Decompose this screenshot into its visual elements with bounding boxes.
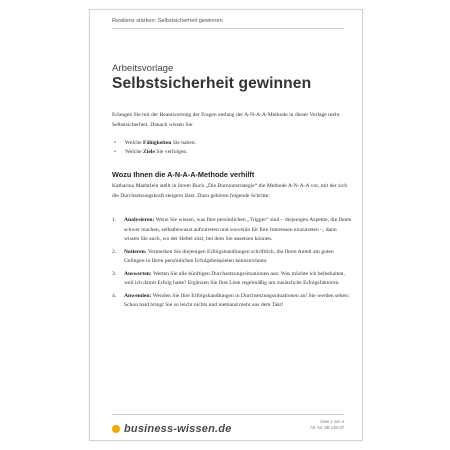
step-number: 2. <box>112 248 117 255</box>
step-text: Wenden Sie Ihre Erfolgshandlungen in Durchsetzungssituationen an! Sie werden sehen: Schon bald bringt Sie so leicht nichts und niemand mehr aus dem Takt! <box>124 292 350 308</box>
list-item <box>112 139 352 148</box>
list-item <box>112 270 352 289</box>
step-label: Notieren: <box>124 248 147 255</box>
bullet-text-pre: Welche <box>125 140 144 146</box>
running-header: Resilienz stärken: Selbstsicherheit gewinnen <box>112 18 223 24</box>
list-item <box>112 292 352 311</box>
bullet-text-post: Sie haben. <box>171 140 197 146</box>
intro-paragraph: Erlangen Sie mit der Beantwortung der Fragen entlang der A-N-A-A-Methode in dieser Vorlage mehr Selbstsicherheit. Danach wissen Sie <box>112 112 340 128</box>
steps-list <box>112 216 352 314</box>
bullet-icon: • <box>114 140 116 146</box>
bullet-text-bold: Fähigkeiten <box>143 140 172 146</box>
document-page <box>89 9 363 441</box>
step-number: 4. <box>112 292 117 299</box>
footer-meta <box>310 419 344 431</box>
bullet-text-bold: Ziele <box>143 149 155 156</box>
step-label: Analysieren: <box>124 217 155 223</box>
step-text: Wenn Sie wissen, was Ihre persönlichen „Trigger“ sind – diejenigen Aspekte, die Ihnen schwer machen, selbstbewusst aufzutreten und souverän für Ihre Interessen einzutreten –, dann wissen Sie auch, wo der Hebel sitzt, bei dem Sie ansetzen können. <box>124 217 352 242</box>
step-label: Auswerten: <box>124 270 152 277</box>
page-number: Seite 1 von 4 <box>320 419 344 424</box>
list-item <box>112 248 352 267</box>
section-heading: Wozu Ihnen die A-N-A-A-Methode verhilft <box>112 170 255 179</box>
step-text: Vermerken Sie diejenigen Erfolgshandlungen schriftlich, die Ihren Anteil am guten Gelingen in Ihren persönlichen Erfolgsbeispielen kennzeichnen. <box>124 248 334 264</box>
document-title: Selbstsicherheit gewinnen <box>112 75 312 92</box>
article-number: Art.-Nr. SB 14D.07 <box>310 425 344 430</box>
list-item <box>112 148 352 157</box>
goals-list <box>112 139 352 157</box>
document-kicker: Arbeitsvorlage <box>112 63 174 74</box>
footer-divider <box>112 414 344 415</box>
bullet-icon: • <box>114 149 116 156</box>
bullet-text-pre: Welche <box>125 149 144 156</box>
list-item <box>112 216 352 245</box>
step-text: Werten Sie alle künftigen Durchsetzungssituationen aus: Was möchte ich beibehalten, weil ich damit Erfolg hatte? Ergänzen Sie Ihre Liste regelmäßig um zusätzliche Erfolgsfaktoren. <box>124 270 345 286</box>
step-label: Anwenden: <box>124 292 152 299</box>
logo-dot-icon <box>112 425 120 433</box>
logo-text: business-wissen.de <box>124 423 232 435</box>
step-number: 3. <box>112 270 117 277</box>
section-intro-paragraph: Katharina Maehrlein stellt in ihrem Buch „Die Burnoutstrategie“ die Methode A-N-A-A vor, mit der sich die Durchsetzungskraft steigern lässt. Dazu gehören folgende Schritte: <box>112 183 348 199</box>
bullet-text-post: Sie verfolgen. <box>154 149 188 156</box>
header-divider <box>112 28 344 29</box>
step-number: 1. <box>112 217 117 223</box>
footer-logo <box>112 423 232 435</box>
